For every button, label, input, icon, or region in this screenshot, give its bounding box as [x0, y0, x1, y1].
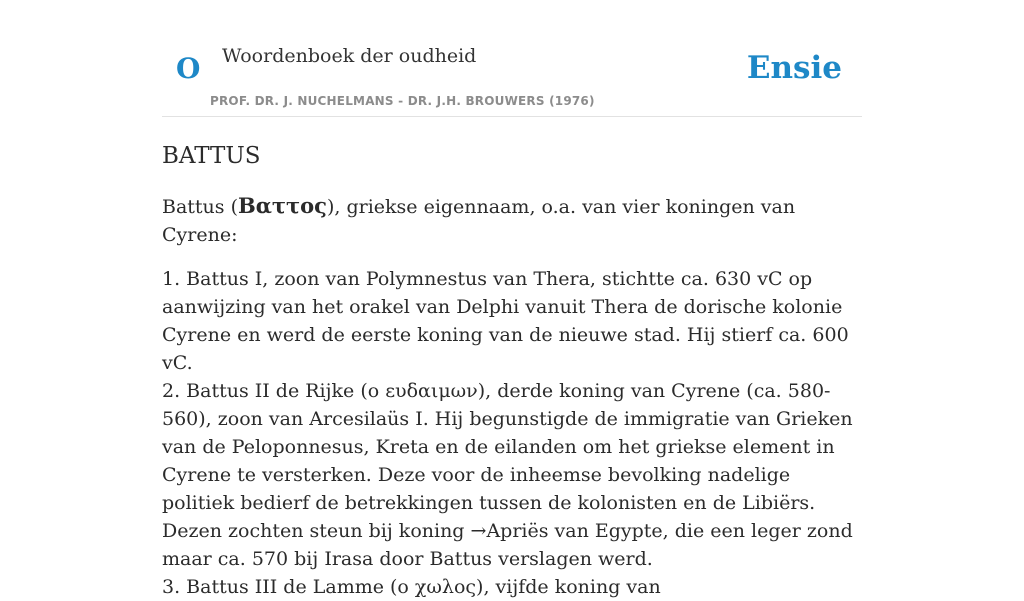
header — [162, 0, 862, 117]
entry-intro — [162, 192, 862, 249]
brand-logo[interactable]: Ensie — [746, 50, 842, 86]
paragraph-battus-1: 1. Battus I, zoon van Polymnestus van Thera, stichtte ca. 630 vC op aanwijzing van het orakel van Delphi vanuit Thera de dorische kolonie Cyrene en werd de eerste koning van de nieuwe stad. Hij stierf ca. 600 vC. — [162, 268, 849, 374]
paragraph-text: 2. Battus II de Rijke (ο ευδαιμων), derde koning van Cyrene (ca. 580-560), zoon van Arcesilaüs I. Hij begunstigde de immigratie van Grieken van de Peloponnesus, Kreta en de eilanden om het griekse element in Cyrene te versterken. Deze voor de inheemse bevolking nadelige politiek bedierf de betrekkingen tussen de kolonisten en de Libiërs. Dezen zochten steun bij koning — [162, 380, 853, 542]
paragraph-battus-3: 3. Battus III de Lamme (ο χωλος), vijfde koning van — [162, 576, 661, 598]
intro-greek-name: Βαττος — [238, 193, 327, 218]
intro-text-after: ), griekse eigennaam, o.a. van vier koningen van Cyrene: — [162, 196, 796, 246]
index-letter[interactable]: O — [176, 52, 201, 85]
apries-link[interactable]: Apriës — [486, 520, 549, 542]
book-title[interactable]: Woordenboek der oudheid — [222, 45, 477, 67]
entry-title: BATTUS — [162, 143, 261, 169]
paragraph-battus-2 — [162, 377, 862, 573]
paragraph-text: van Egypte, die een leger zond maar ca. 570 bij Irasa door Battus verslagen werd. — [162, 520, 853, 570]
intro-text-before: Battus ( — [162, 196, 238, 218]
entry-body — [162, 265, 862, 601]
arrow-right-icon: → — [470, 520, 487, 542]
page — [162, 0, 862, 601]
book-authors: PROF. DR. J. NUCHELMANS - DR. J.H. BROUWERS (1976) — [210, 94, 595, 108]
